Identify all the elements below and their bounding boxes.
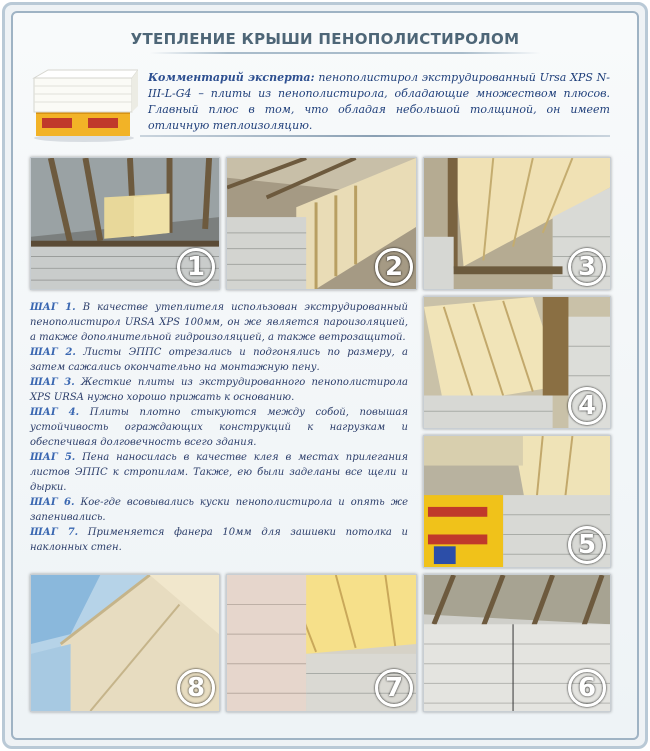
expert-comment bbox=[148, 70, 610, 134]
expert-comment-text: пенополистирол экструдированный Ursa XPS N-III-L-G4 – плиты из пенополистирола, обладающие множеством плюсов. Главный плюс в том, что обладая небольшой толщиной, он имеет отличную теплоизоляцию. bbox=[148, 71, 611, 132]
step-text: Плиты плотно стыкуются между собой, повышая устойчивость ограждающих конструкций к нагрузкам и обеспечивая долговечность всего здания. bbox=[30, 407, 409, 448]
insulation-boards-image bbox=[28, 66, 138, 142]
photo-step-8 bbox=[30, 574, 220, 712]
title-underline bbox=[150, 52, 540, 54]
step-text: Листы ЭППС отрезались и подгонялись по размеру, а затем сажались окончательно на монтажную пену. bbox=[30, 347, 408, 373]
expert-divider bbox=[140, 135, 610, 137]
step-label: ШАГ 3. bbox=[30, 377, 75, 388]
photo-step-7 bbox=[226, 574, 417, 712]
step-text: Применяется фанера 10мм для зашивки потолка и наклонных стен. bbox=[30, 527, 408, 553]
step-number-badge: 5 bbox=[568, 526, 606, 564]
photo-step-5 bbox=[423, 435, 611, 568]
step-number-badge: 8 bbox=[177, 669, 215, 707]
step-label: ШАГ 4. bbox=[30, 407, 80, 418]
step-label: ШАГ 2. bbox=[30, 347, 76, 358]
step-text: Жесткие плиты из экструдированного пенополистирола XPS URSA нужно хорошо прижать к основанию. bbox=[30, 377, 408, 403]
step-item bbox=[30, 300, 408, 345]
photo-step-6 bbox=[423, 574, 611, 712]
step-item bbox=[30, 345, 408, 375]
step-number-badge: 4 bbox=[568, 387, 606, 425]
step-item bbox=[30, 525, 408, 555]
step-item bbox=[30, 450, 408, 495]
page-title: УТЕПЛЕНИЕ КРЫШИ ПЕНОПОЛИСТИРОЛОМ bbox=[130, 30, 520, 48]
steps-list bbox=[30, 300, 408, 555]
step-item bbox=[30, 405, 408, 450]
photo-step-3 bbox=[423, 157, 611, 290]
step-label: ШАГ 1. bbox=[30, 302, 76, 313]
step-number-badge: 7 bbox=[375, 669, 413, 707]
step-number-badge: 3 bbox=[568, 248, 606, 286]
step-text: Пена наносилась в качестве клея в местах прилегания листов ЭППС к стропилам. Также, ею были заделаны все щели и дырки. bbox=[30, 452, 408, 493]
photo-step-1 bbox=[30, 157, 220, 290]
step-text: Кое-где всовывались куски пенополистирола и опять же запенивались. bbox=[30, 497, 408, 523]
photo-step-4 bbox=[423, 296, 611, 429]
photo-step-2 bbox=[226, 157, 417, 290]
step-number-badge: 2 bbox=[375, 248, 413, 286]
expert-comment-label: Комментарий эксперта: bbox=[148, 71, 315, 84]
step-text: В качестве утеплителя использован экструдированный пенополистирол URSA XPS 100мм, он же является пароизоляцией, а также дополнительной гидроизоляцией, а также ветрозащитой. bbox=[30, 302, 408, 343]
step-label: ШАГ 5. bbox=[30, 452, 76, 463]
step-label: ШАГ 7. bbox=[30, 527, 79, 538]
step-label: ШАГ 6. bbox=[30, 497, 75, 508]
step-number-badge: 6 bbox=[568, 669, 606, 707]
step-item bbox=[30, 495, 408, 525]
step-item bbox=[30, 375, 408, 405]
step-number-badge: 1 bbox=[177, 248, 215, 286]
